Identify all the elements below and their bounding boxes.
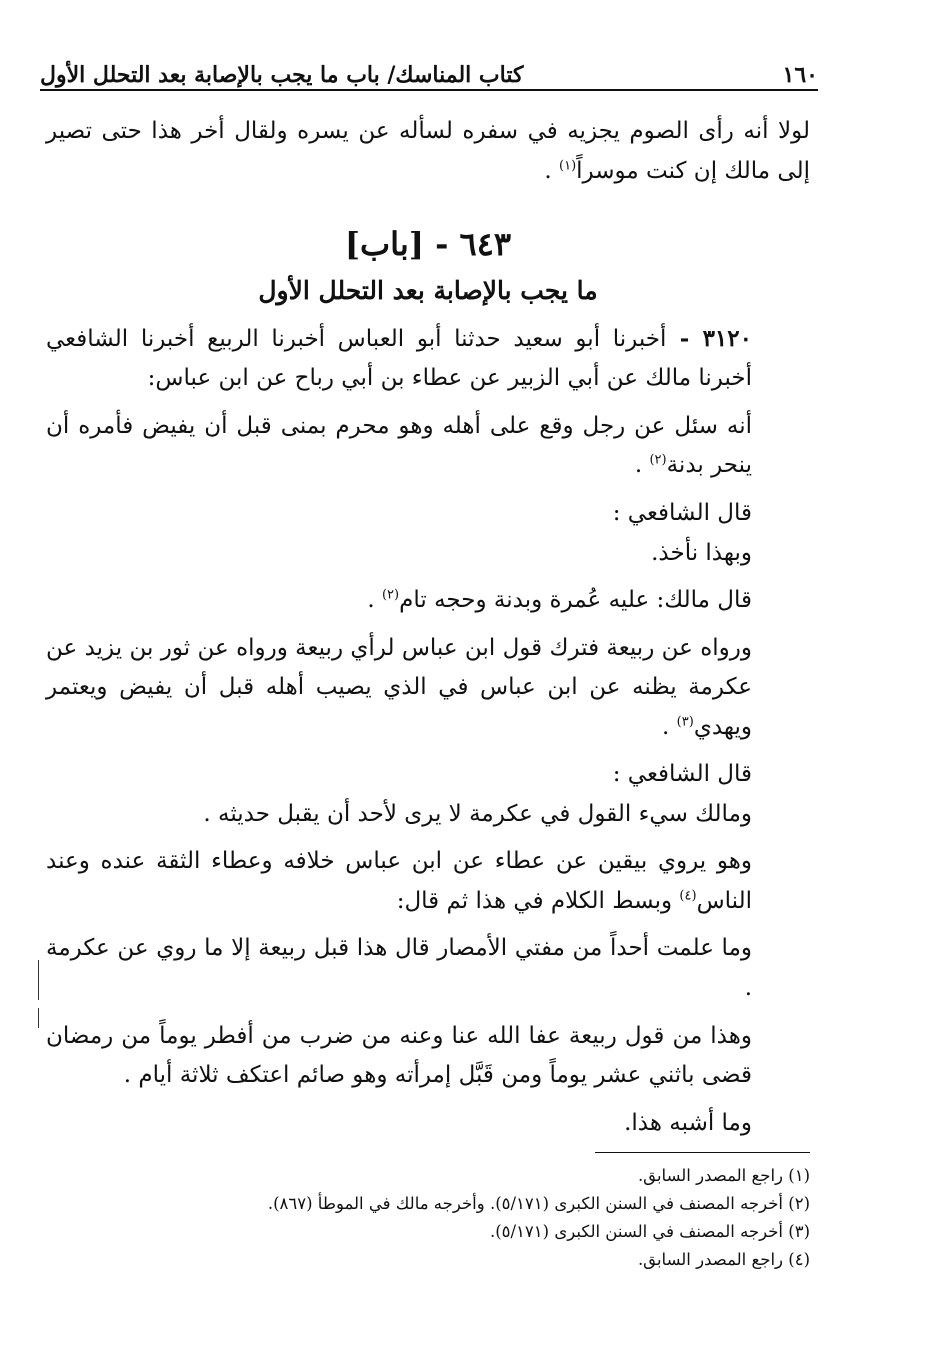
chapter-title: ما يجب بالإصابة بعد التحلل الأول [258,276,598,306]
malik-quote: قال مالك: عليه عُمرة وبدنة وحجه تام$^{(٢)}$ . [367,587,752,614]
margin-mark [38,960,39,1000]
hadha-paragraph: وهذا من قول ربيعة عفا الله عنا وعنه من ضرب من أفطر يوماً من رمضان قضى باثني عشر يوماً ومن قَبَّل إمرأته وهو صائم اعتكف ثلاثة أيام . [46,1022,752,1089]
footnote-ref-3: (٣) [676,714,694,730]
ashbah-paragraph: وما أشبه هذا. [624,1109,752,1136]
shafii-text-2: ومالك سيء القول في عكرمة لا يرى لأحد أن يقبل حديثه . [203,800,752,827]
running-header [40,40,818,88]
footnote-1: (١) راجع المصدر السابق. [637,1166,810,1185]
footnote-ref-1: (١) [559,157,577,173]
shafii-label-1: قال الشافعي : [612,499,752,526]
margin-mark [38,1008,39,1028]
yarwi-paragraph: وهو يروي بيقين عن عطاء عن ابن عباس خلافه وعطاء الثقة عنده وعند الناس$^{(٤)}$ وبسط الكلام في هذا ثم قال: [46,848,752,914]
hadith-matn: أنه سئل عن رجل وقع على أهله وهو محرم بمنى قبل أن يفيض فأمره أن ينحر بدنة$^{(٢)}$ . [46,412,752,479]
hadith-number: ٣١٢٠ - [666,324,752,352]
chapter-number: ٦٤٣ - [باب] [344,225,512,264]
footnote-ref-4: (٤) [679,888,697,904]
footnotes [220,1162,810,1274]
page-number: ١٦٠ [782,62,818,88]
shafii-text-1: وبهذا نأخذ. [651,539,752,566]
paragraph-continuation: لولا أنه رأى الصوم يجزيه في سفره لسأله عن يسره ولقال أخر هذا حتى تصير إلى مالك إن كنت موسراً$^{(١)}$ . [46,118,810,184]
hadith-isnad: ٣١٢٠ - أخبرنا أبو سعيد حدثنا أبو العباس أخبرنا الربيع أخبرنا الشافعي أخبرنا مالك عن أبي الزبير عن عطاء بن أبي رباح عن ابن عباس: [46,324,752,392]
rabia-paragraph: ورواه عن ربيعة فترك قول ابن عباس لرأي ربيعة ورواه عن ثور بن يزيد عن عكرمة يظنه عن ابن عباس في الذي يصيب أهله قبل أن يفيض ويعتمر ويهدي$^{(٣)}$ . [46,634,752,740]
footnote-ref-2b: (٢) [381,587,400,603]
shafii-label-2: قال الشافعي : [612,761,752,788]
footnote-2: (٢) أخرجه المصنف في السنن الكبرى (٥/١٧١). وأخرجه مالك في الموطأ (٨٦٧). [267,1194,810,1214]
alimtu-paragraph: وما علمت أحداً من مفتي الأمصار قال هذا قبل ربيعة إلا ما روي عن عكرمة . [46,935,752,1001]
running-title: كتاب المناسك/ باب ما يجب بالإصابة بعد التحلل الأول [40,62,524,88]
footnote-ref-2: (٢) [649,452,667,468]
footnote-3: (٣) أخرجه المصنف في السنن الكبرى (٥/١٧١). [489,1222,810,1242]
main-text [46,112,810,1151]
footnote-4: (٤) راجع المصدر السابق. [637,1250,810,1270]
footnote-rule [595,1152,810,1153]
header-rule [40,89,818,91]
